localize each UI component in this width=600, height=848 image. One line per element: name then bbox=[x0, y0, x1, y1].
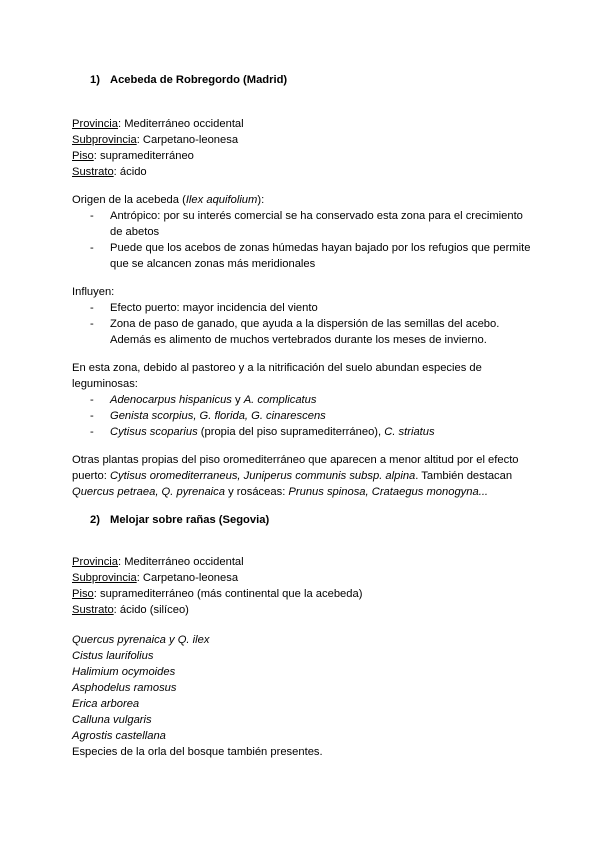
field-provincia: Provincia: Mediterráneo occidental bbox=[72, 118, 244, 130]
origin-list bbox=[72, 208, 532, 272]
section-2-title: Melojar sobre rañas (Segovia) bbox=[110, 514, 270, 526]
field-sustrato: Sustrato: ácido (silíceo) bbox=[72, 604, 189, 616]
section-2-number: 2) bbox=[90, 514, 100, 526]
list-item: - Zona de paso de ganado, que ayuda a la dispersión de las semillas del acebo. Además es alimento de muchos vertebrados durante los meses de invierno. bbox=[90, 318, 500, 346]
field-sustrato: Sustrato: ácido bbox=[72, 166, 147, 178]
section-1-number: 1) bbox=[90, 74, 100, 86]
species-item: Erica arborea bbox=[72, 698, 140, 710]
list-item: - Antrópico: por su interés comercial se ha conservado esta zona para el crecimiento de abetos bbox=[90, 210, 523, 238]
list-item: - Cytisus scoparius (propia del piso supramediterráneo), C. striatus bbox=[90, 426, 435, 438]
section-1-title: Acebeda de Robregordo (Madrid) bbox=[110, 74, 288, 86]
section-1 bbox=[72, 72, 532, 500]
section-2 bbox=[72, 512, 532, 760]
origin-heading: Origen de la acebeda (Ilex aquifolium): bbox=[72, 194, 265, 206]
list-item: - Genista scorpius, G. florida, G. cinarescens bbox=[90, 410, 326, 422]
influyen-list bbox=[72, 300, 532, 348]
section-2-heading bbox=[72, 512, 532, 528]
leguminosas-intro: En esta zona, debido al pastoreo y a la nitrificación del suelo abundan especies de leguminosas: bbox=[72, 362, 482, 390]
list-item: - Adenocarpus hispanicus y A. complicatus bbox=[90, 394, 317, 406]
field-subprovincia: Subprovincia: Carpetano-leonesa bbox=[72, 134, 239, 146]
list-item: - Efecto puerto: mayor incidencia del viento bbox=[90, 302, 318, 314]
list-item: - Puede que los acebos de zonas húmedas hayan bajado por los refugios que permite que se alcancen zonas más meridionales bbox=[90, 242, 531, 270]
species-item: Asphodelus ramosus bbox=[72, 682, 177, 694]
other-plants-paragraph: Otras plantas propias del piso oromediterráneo que aparecen a menor altitud por el efecto puerto: Cytisus oromediterraneus, Juniperus communis subsp. alpina. También destacan Quercus petraea, Q. pyrenaica y rosáceas: Prunus spinosa, Crataegus monogyna... bbox=[72, 454, 519, 498]
field-piso: Piso: supramediterráneo (más continental que la acebeda) bbox=[72, 588, 363, 600]
field-provincia: Provincia: Mediterráneo occidental bbox=[72, 556, 244, 568]
leguminosas-list bbox=[72, 392, 532, 440]
species-item: Halimium ocymoides bbox=[72, 666, 176, 678]
species-item: Quercus pyrenaica y Q. ilex bbox=[72, 634, 210, 646]
closing-note: Especies de la orla del bosque también presentes. bbox=[72, 746, 323, 758]
species-item: Calluna vulgaris bbox=[72, 714, 152, 726]
section-1-heading bbox=[72, 72, 532, 88]
influyen-heading: Influyen: bbox=[72, 286, 115, 298]
species-item: Cistus laurifolius bbox=[72, 650, 154, 662]
field-subprovincia: Subprovincia: Carpetano-leonesa bbox=[72, 572, 239, 584]
field-piso: Piso: supramediterráneo bbox=[72, 150, 194, 162]
species-item: Agrostis castellana bbox=[72, 730, 166, 742]
